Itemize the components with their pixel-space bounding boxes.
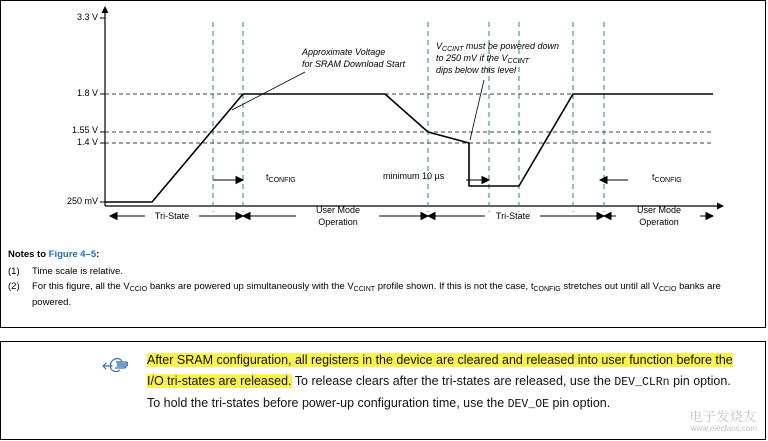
band-label-user-mode-2-line1: User Mode <box>636 205 681 215</box>
tconfig-right-t: t <box>652 172 655 182</box>
label-tconfig-left <box>266 172 296 186</box>
watermark-sub: www.elecfans.com <box>690 424 757 433</box>
notes-title <box>8 248 748 261</box>
band-label-user-mode-1-line2: Operation <box>318 217 358 227</box>
callout-text <box>147 350 745 415</box>
note-1-text: Time scale is relative. <box>32 266 123 277</box>
note-2-part-1: For this figure, all the V <box>32 281 130 292</box>
note-2-sub-3: CONFIG <box>533 286 561 293</box>
label-tconfig-right <box>652 172 682 186</box>
callout-rest-1: To release clears after the tri-states are released, use the <box>291 374 615 388</box>
band-label-user-mode-1-line1: User Mode <box>315 205 360 215</box>
callout-rest-3: pin option. <box>549 396 611 410</box>
annotation-sram-line1: Approximate Voltage <box>302 47 386 57</box>
callout-code-dev-clrn: DEV_CLRn <box>614 376 670 389</box>
note-2-sub-2: CCINT <box>353 286 376 293</box>
annotation-vccint-sub2: CCINT <box>507 58 529 65</box>
annotation-vccint-rest1: must be powered down <box>463 41 559 51</box>
annotation-vccint-sub1: CCINT <box>442 46 464 53</box>
y-axis-label-250mv: 250 mV <box>66 196 98 206</box>
note-2-sub-1: CCIO <box>129 286 148 293</box>
site-watermark <box>689 411 757 435</box>
note-item-1 <box>8 265 748 278</box>
tconfig-left-t: t <box>266 172 269 182</box>
note-2-part-3: profile shown. If this is not the case, t <box>375 281 534 292</box>
note-item-2 <box>8 280 748 309</box>
callout-panel <box>0 341 766 440</box>
notes-title-suffix: : <box>96 249 100 260</box>
annotation-sram-line2: for SRAM Download Start <box>302 59 406 69</box>
band-label-tri-state-2: Tri-State <box>495 211 531 221</box>
callout-highlighted-sentence: After SRAM configuration, all registers in the device are cleared and released into user function before the I/O tri-states are released. <box>147 353 733 388</box>
y-axis-label-1v8: 1.8 V <box>76 88 98 98</box>
note-2-part-4: stretches out until all V <box>560 281 659 292</box>
note-2-part-2: banks are powered up simultaneously with the V <box>147 281 354 292</box>
watermark-main: 电子发烧友 <box>689 409 757 424</box>
notes-title-xref[interactable]: Figure 4–5 <box>48 249 97 260</box>
tconfig-right-sub: CONFIG <box>654 177 682 184</box>
band-label-tri-state-1: Tri-State <box>154 211 190 221</box>
annotation-vccint-v: V <box>436 41 443 51</box>
note-2-text <box>32 280 748 309</box>
label-minimum-10us: minimum 10 µs <box>383 171 445 181</box>
y-axis-label-1v55: 1.55 V <box>71 125 98 135</box>
tconfig-left-sub: CONFIG <box>268 177 296 184</box>
pointing-hand-icon <box>101 354 135 378</box>
notes-title-prefix: Notes to <box>8 249 49 260</box>
y-axis-label-1v4: 1.4 V <box>76 137 98 147</box>
y-axis-label-3v3: 3.3 V <box>76 12 98 22</box>
note-2-sub-4: CCIO <box>658 286 677 293</box>
note-2-number: (2) <box>8 281 20 292</box>
band-label-user-mode-2-line2: Operation <box>639 217 679 227</box>
callout-code-dev-oe: DEV_OE <box>507 398 550 411</box>
annotation-vccint-line3: dips below this level <box>436 65 517 75</box>
note-1-number: (1) <box>8 266 20 277</box>
callout-rest-2: pin option. To hold the tri-states before power-up configuration time, use the <box>147 374 731 410</box>
note-2-part-5: banks are powered. <box>32 281 721 308</box>
annotation-vccint-text2: to 250 mV if the V <box>436 53 508 63</box>
figure-notes <box>8 248 748 311</box>
